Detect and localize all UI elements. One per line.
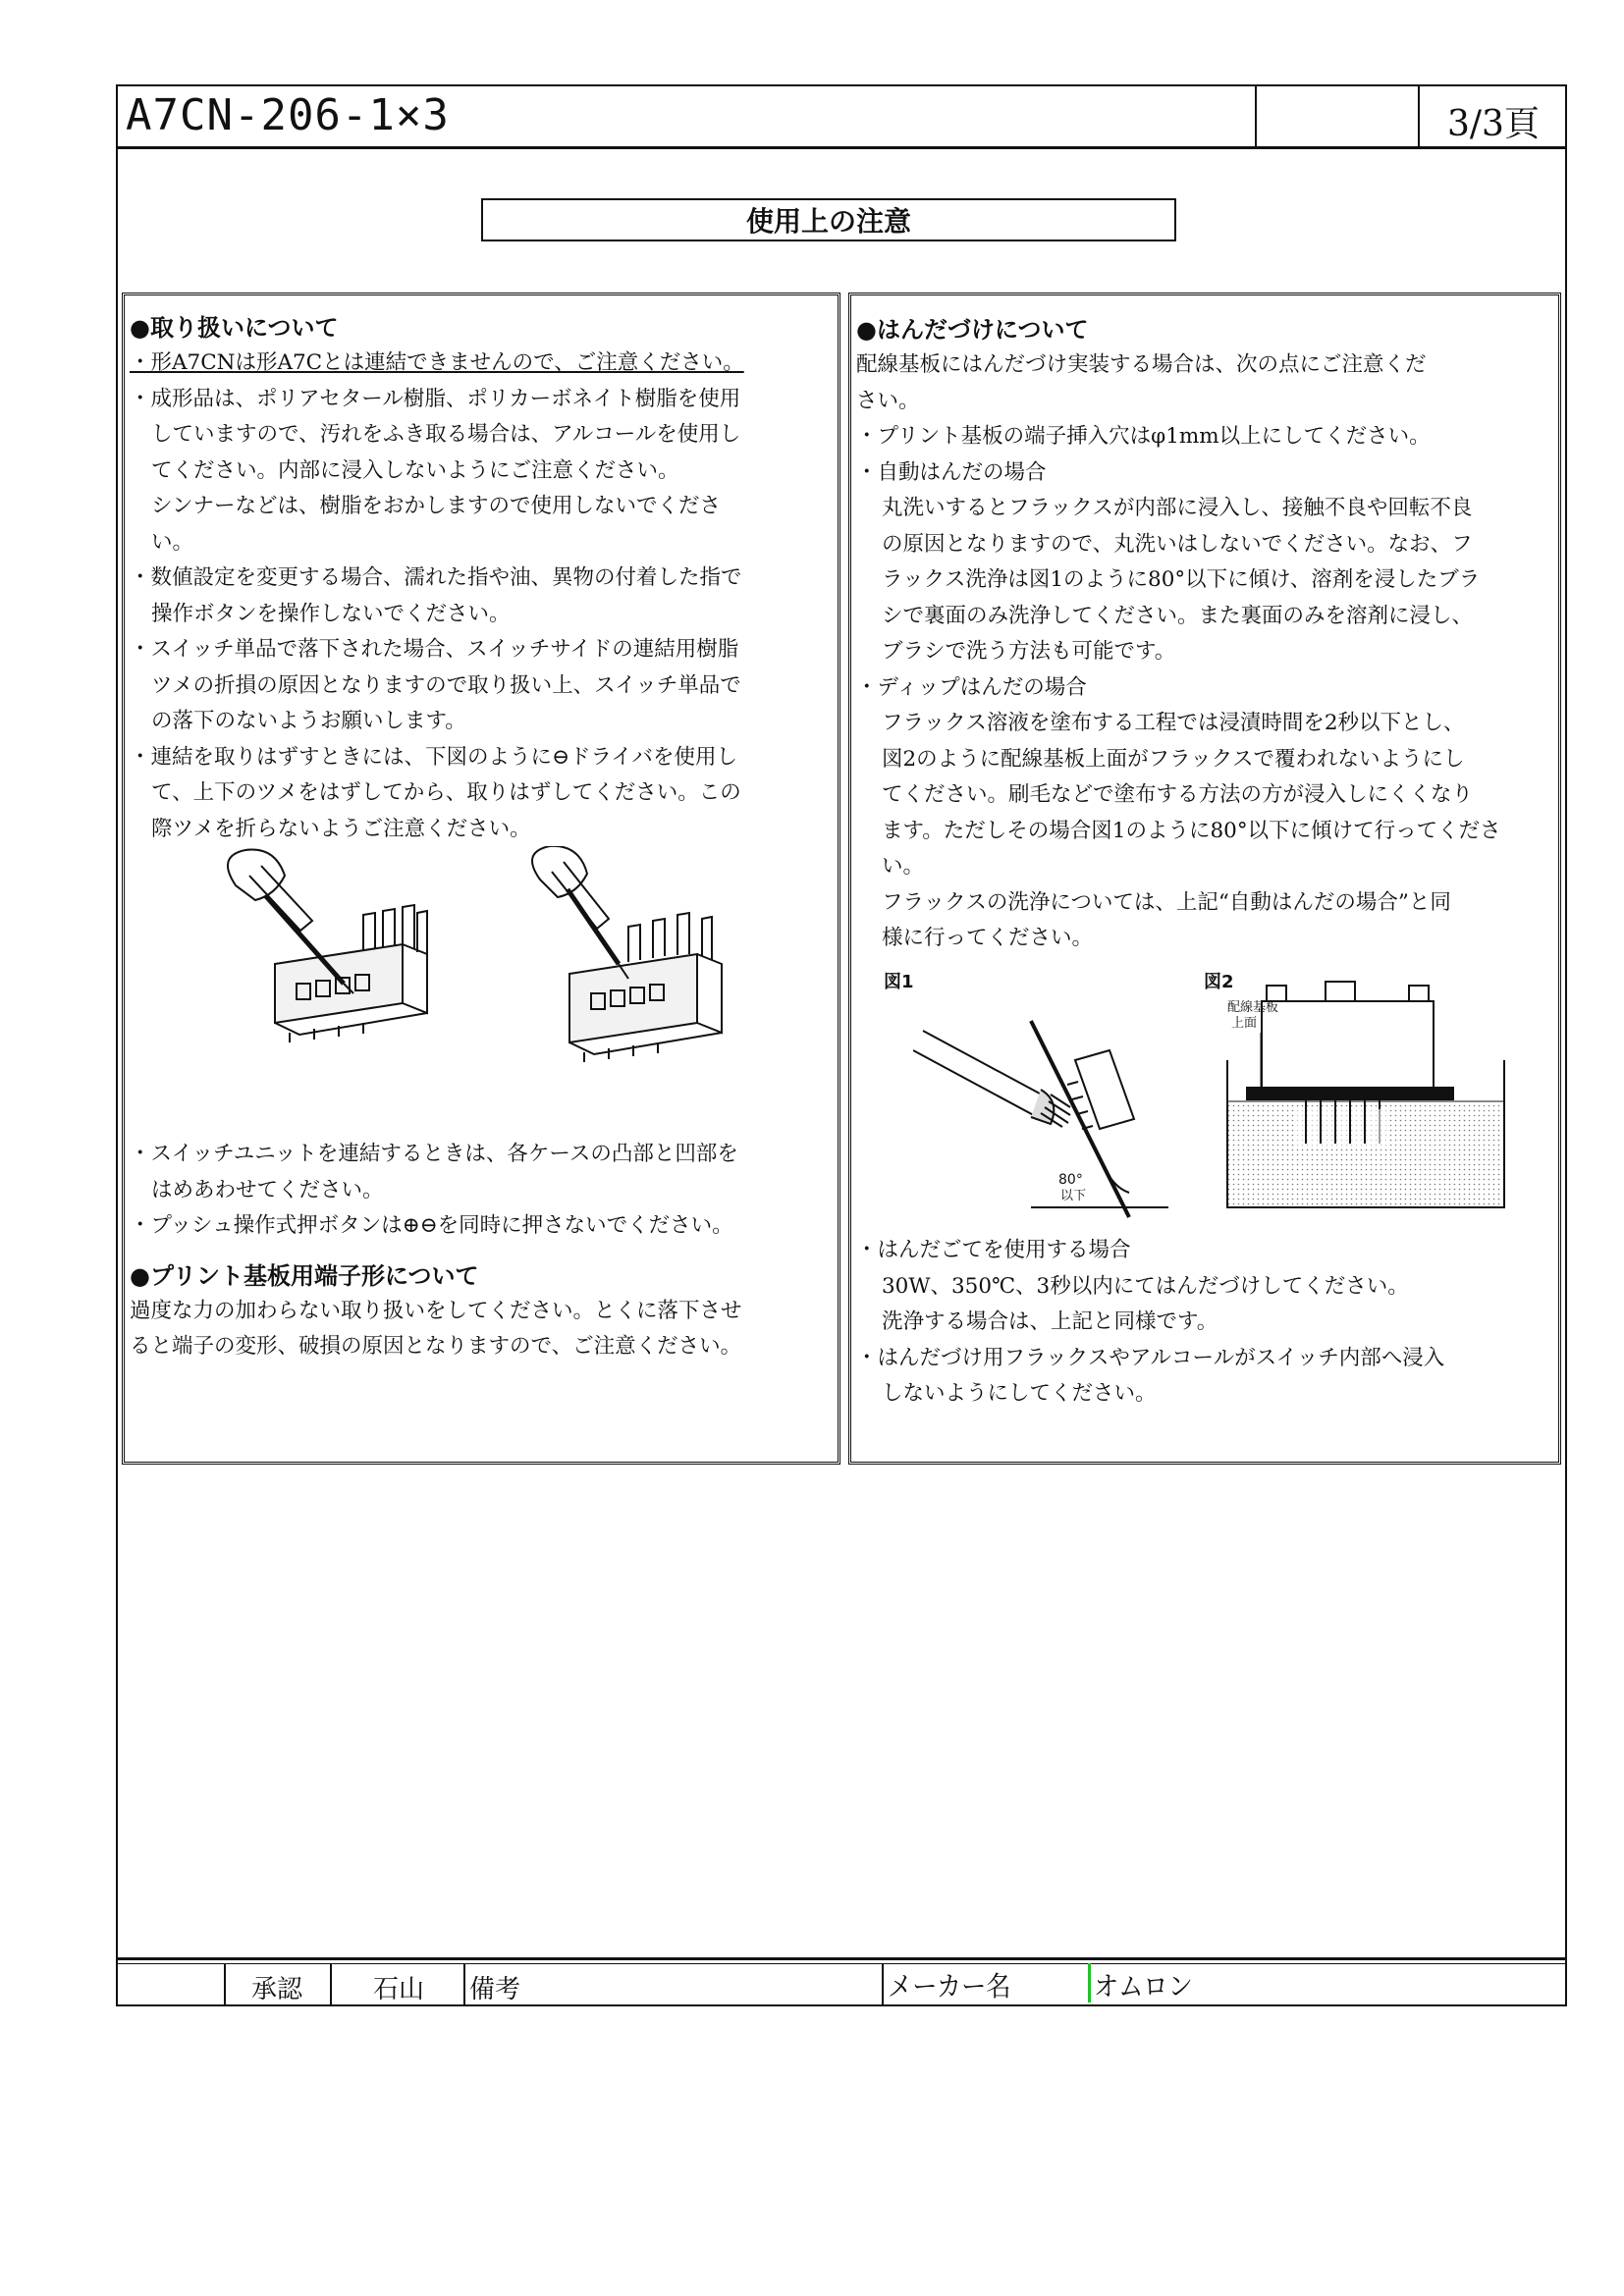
angle-sub-label: 以下 (1060, 1189, 1087, 1203)
figure1-brush-cleaning (913, 991, 1188, 1227)
note-line: ・スイッチユニットを連結するときは、各ケースの凸部と凹部を (130, 1142, 738, 1166)
maker-name: オムロン (1094, 1970, 1193, 2002)
angle-label: 80° (1058, 1172, 1083, 1188)
note-line: 図2のように配線基板上面がフラックスで覆われないようにし (882, 746, 1465, 772)
note-line: 30W、350℃、3秒以内にてはんだづけしてください。 (882, 1273, 1409, 1299)
footer-cell-divider (330, 1963, 332, 2004)
note-line: シで裏面のみ洗浄してください。また裏面のみを溶剤に浸し、 (882, 603, 1474, 628)
note-line: していますので、汚れをふき取る場合は、アルコールを使用し (151, 422, 741, 447)
note-line: 操作ボタンを操作しないでください。 (151, 601, 511, 626)
approver-name: 石山 (373, 1975, 425, 2004)
note-line: ると端子の変形、破損の原因となりますので、ご注意ください。 (130, 1334, 742, 1359)
note-line: て、上下のツメをはずしてから、取りはずしてください。この (151, 780, 741, 805)
page-number: 3/3頁 (1447, 104, 1540, 144)
note-line: の落下のないようお願いします。 (151, 709, 466, 733)
note-line: ・プリント基板の端子挿入穴はφ1mm以上にしてください。 (856, 424, 1431, 449)
note-line: ・はんだづけ用フラックスやアルコールがスイッチ内部へ浸入 (856, 1345, 1445, 1370)
note-line: ・連結を取りはずすときには、下図のように⊖ドライバを使用し (130, 744, 737, 770)
note-line: ・プッシュ操作式押ボタンは⊕⊖を同時に押さないでください。 (130, 1213, 733, 1238)
note-line: ・はんだごてを使用する場合 (856, 1238, 1131, 1262)
footer-cell-divider (882, 1963, 884, 2004)
note-line: フラックス溶液を塗布する工程では浸漬時間を2秒以下とし、 (882, 711, 1465, 735)
note-line: い。 (151, 529, 194, 555)
model-number-title: A7CN-206-1×3 (126, 90, 450, 140)
board-label-1: 配線基板 (1227, 1000, 1279, 1015)
figure1-label: 図1 (884, 972, 914, 992)
note-line: しないようにしてください。 (882, 1381, 1157, 1406)
note-line: 丸洗いするとフラックスが内部に浸入し、接触不良や回転不良 (882, 496, 1473, 520)
switch-unlatch-illustration (206, 846, 795, 1111)
note-line: ・数値設定を変更する場合、濡れた指や油、異物の付着した指で (130, 565, 742, 590)
note-line: てください。内部に浸入しないようにご注意ください。 (151, 457, 679, 483)
note-line: 過度な力の加わらない取り扱いをしてください。とくに落下させ (130, 1298, 742, 1323)
approval-label: 承認 (251, 1975, 303, 2004)
figure2-dip-tank (1208, 972, 1532, 1217)
footer-cell-divider (224, 1963, 226, 2004)
note-line: 際ツメを折らないようご注意ください。 (151, 816, 531, 841)
remarks-label: 備考 (469, 1975, 521, 2004)
note-line: ・ディップはんだの場合 (856, 674, 1087, 700)
handling-section-cont (130, 1137, 742, 1365)
figure2-label: 図2 (1204, 972, 1234, 992)
note-line: い。 (882, 854, 925, 879)
note-line: シンナーなどは、樹脂をおかしますので使用しないでくださ (151, 494, 721, 518)
note-line: さい。 (856, 388, 920, 413)
note-line: ブラシで洗う方法も可能です。 (882, 639, 1176, 664)
note-line: 様に行ってください。 (882, 926, 1094, 950)
footer-divider (116, 1957, 1567, 1960)
header-divider (1255, 84, 1257, 149)
note-line: フラックスの洗浄については、上記“自動はんだの場合”と同 (882, 889, 1451, 915)
handling-section (130, 310, 744, 847)
pcb-terminal-heading: ●プリント基板用端子形について (130, 1261, 479, 1290)
note-line: ・自動はんだの場合 (856, 459, 1047, 485)
soldering-iron-section (856, 1233, 1444, 1413)
handling-heading: ●取り扱いについて (130, 314, 339, 342)
footer-divider (116, 1963, 1567, 1964)
note-line: ます。ただしその場合図1のように80°以下に傾けて行ってくださ (882, 818, 1501, 843)
note-line: 配線基板にはんだづけ実装する場合は、次の点にご注意くだ (856, 352, 1427, 377)
note-line: の原因となりますので、丸洗いはしないでください。なお、フ (882, 531, 1473, 557)
note-line: はめあわせてください。 (151, 1177, 384, 1202)
note-line: ラックス洗浄は図1のように80°以下に傾け、溶剤を浸したブラ (882, 567, 1481, 592)
note-line: ・形A7CNは形A7Cとは連結できませんので、ご注意ください。 (130, 350, 744, 375)
footer-cell-divider (463, 1963, 465, 2004)
note-line: ・スイッチ単品で落下された場合、スイッチサイドの連結用樹脂 (130, 637, 739, 662)
maker-name-label: メーカー名 (888, 1970, 1011, 2002)
footer-highlight-bar (1088, 1963, 1091, 2002)
note-line: 洗浄する場合は、上記と同様です。 (882, 1309, 1218, 1334)
soldering-section (856, 312, 1501, 957)
note-line: ツメの折損の原因となりますので取り扱い上、スイッチ単品で (151, 672, 741, 698)
note-line: てください。刷毛などで塗布する方法の方が浸入しにくくなり (882, 782, 1474, 807)
soldering-heading: ●はんだづけについて (856, 316, 1089, 344)
section-title: 使用上の注意 (481, 198, 1176, 241)
note-line: ・成形品は、ポリアセタール樹脂、ポリカーボネイト樹脂を使用 (130, 386, 741, 411)
board-label-2: 上面 (1231, 1016, 1258, 1031)
